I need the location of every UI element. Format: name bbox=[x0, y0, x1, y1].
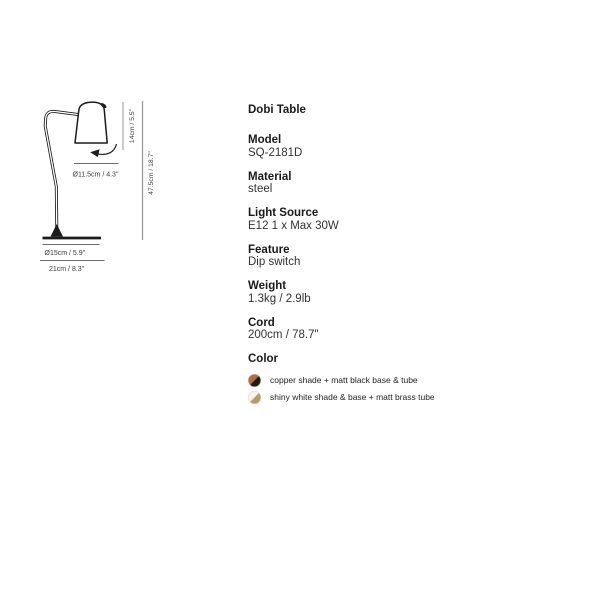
spec-value: steel bbox=[248, 183, 273, 195]
spec-section-light-source bbox=[248, 207, 468, 232]
spec-label: Model bbox=[248, 134, 282, 146]
spec-label: Light Source bbox=[248, 207, 319, 219]
color-option-label: shiny white shade & base + matt brass tube bbox=[270, 392, 435, 402]
overall-width-dimension-label: 21cm / 8.3" bbox=[49, 266, 85, 273]
spec-section-material bbox=[248, 171, 468, 196]
spec-value: 1.3kg / 2.9lb bbox=[248, 292, 311, 305]
swivel-arrow-head bbox=[90, 149, 99, 157]
lamp-stem-foot bbox=[51, 224, 64, 237]
spec-label: Feature bbox=[248, 243, 290, 256]
swivel-arrow-arc bbox=[96, 144, 117, 154]
color-swatch-copper-black-icon bbox=[248, 374, 261, 387]
spec-label: Material bbox=[248, 170, 292, 183]
spec-value: SQ-2181D bbox=[248, 146, 303, 159]
shade-diameter-dimension-label: Ø11.5cm / 4.3" bbox=[72, 171, 119, 179]
spec-section-color bbox=[248, 353, 468, 406]
color-option-white-brass bbox=[248, 390, 468, 406]
product-title: Dobi Table bbox=[248, 104, 306, 116]
base-diameter-dimension-label: Ø15cm / 5.9" bbox=[44, 250, 86, 257]
spec-value: 200cm / 78.7" bbox=[248, 329, 319, 341]
spec-column bbox=[248, 104, 468, 407]
spec-section-cord bbox=[248, 317, 468, 342]
spec-section-feature bbox=[248, 244, 468, 269]
color-option-label: copper shade + matt black base & tube bbox=[270, 375, 418, 385]
color-swatch-white-brass-icon bbox=[248, 391, 261, 404]
lamp-shade bbox=[75, 102, 107, 143]
color-section-label: Color bbox=[248, 353, 279, 365]
lamp-diagram bbox=[35, 90, 165, 285]
spec-section-model bbox=[248, 134, 468, 159]
spec-value: Dip switch bbox=[248, 256, 301, 268]
shade-height-dimension-label: 14cm / 5.5" bbox=[129, 108, 136, 144]
color-option-copper-black bbox=[248, 373, 468, 389]
spec-label: Cord bbox=[248, 316, 275, 329]
spec-label: Weight bbox=[248, 280, 287, 292]
total-height-dimension-label: 47.5cm / 18.7" bbox=[148, 151, 155, 195]
spec-value: E12 1 x Max 30W bbox=[248, 219, 339, 232]
spec-section-weight bbox=[248, 280, 468, 305]
